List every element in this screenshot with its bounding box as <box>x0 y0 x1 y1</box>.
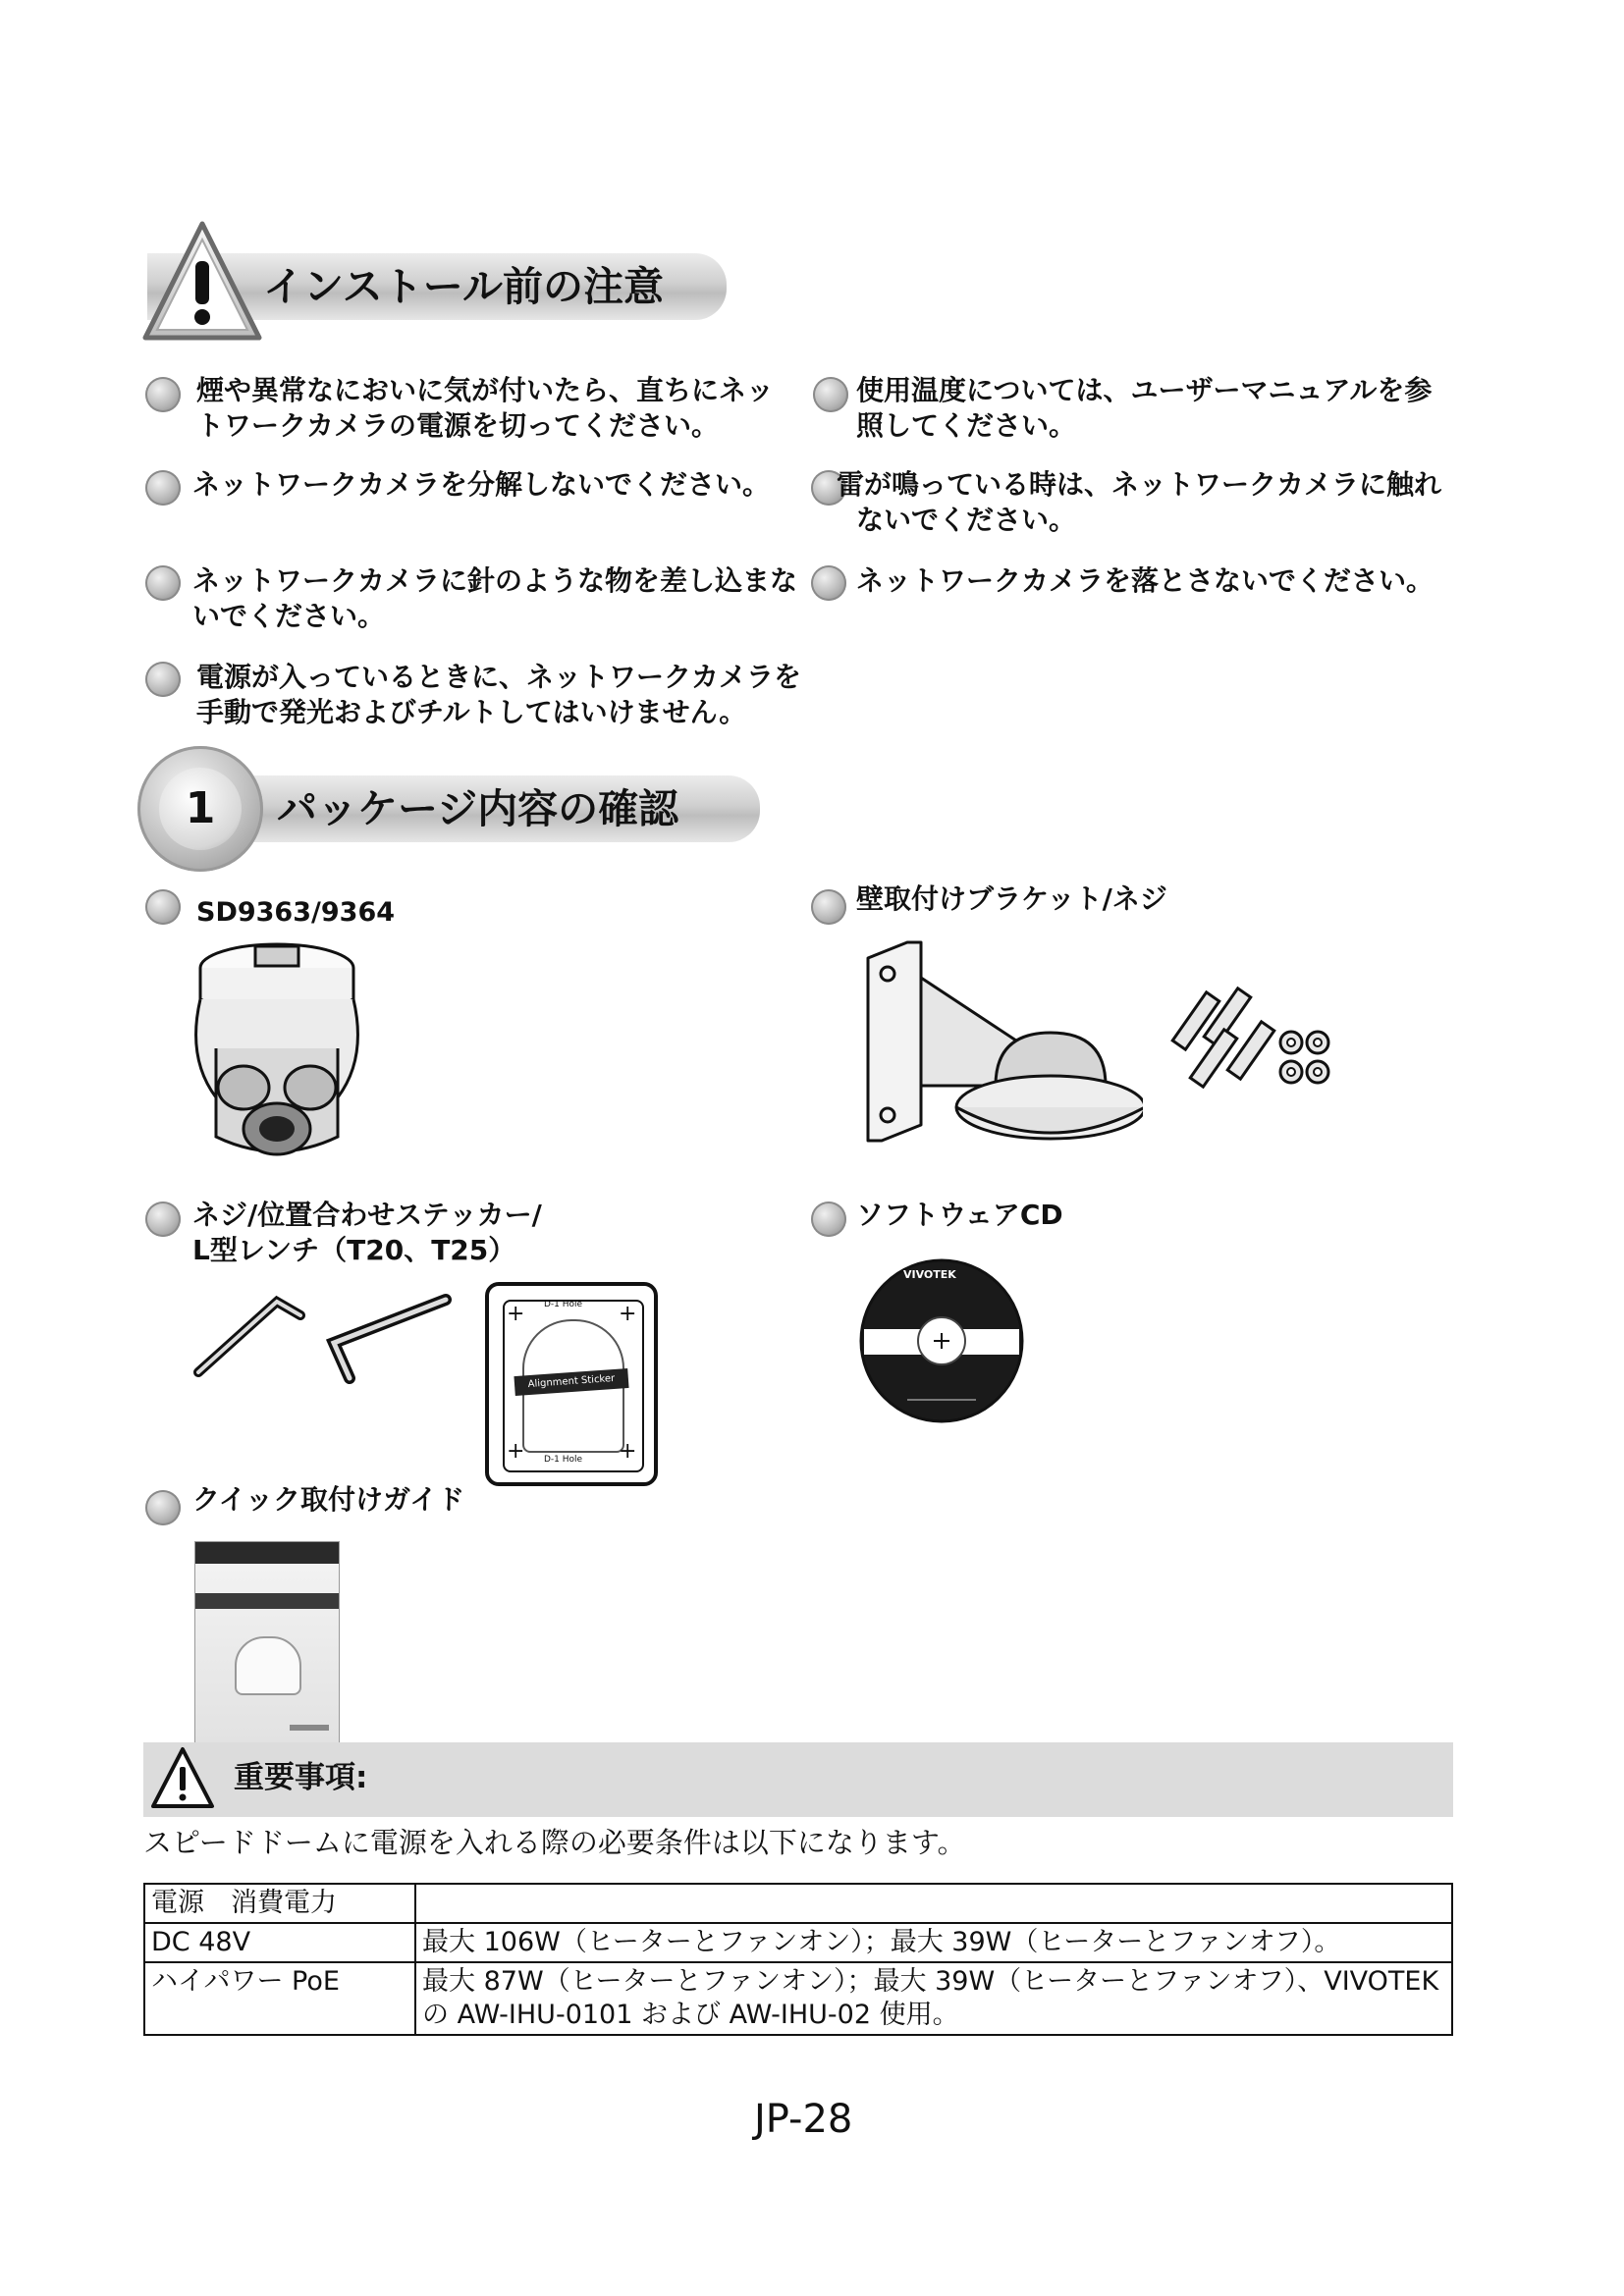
page-number: JP-28 <box>754 2097 853 2142</box>
precaution-item: 使用温度については、ユーザーマニュアルを参 照してください。 <box>856 374 1433 442</box>
power-spec-table <box>143 1883 1453 2036</box>
bullet-icon <box>811 565 846 601</box>
section-number: 1 <box>159 768 242 850</box>
section-title: インストール前の注意 <box>263 263 664 310</box>
camera-illustration <box>187 940 373 1171</box>
bullet-icon <box>145 662 181 697</box>
precaution-item: 雷が鳴っている時は、ネットワークカメラに触れ ないでください。 <box>837 468 1442 536</box>
alignment-sticker-illustration: D-1 Hole Alignment Sticker D-1 Hole + + + + <box>485 1282 658 1486</box>
bullet-icon <box>145 470 181 506</box>
important-title: 重要事項: <box>234 1760 368 1795</box>
table-cell: 最大 106W（ヒーターとファンオン）；最大 39W（ヒーターとファンオフ）。 <box>415 1923 1452 1962</box>
bullet-icon <box>145 1490 181 1525</box>
warning-icon <box>149 1745 216 1812</box>
table-row <box>144 1923 1452 1962</box>
section-header-package-contents <box>177 775 760 842</box>
table-cell: 最大 87W（ヒーターとファンオン）；最大 39W（ヒーターとファンオフ）、VIVOTEK の AW-IHU-0101 および AW-IHU-02 使用。 <box>415 1962 1452 2035</box>
bullet-icon <box>145 1201 181 1237</box>
item-label: クイック取付けガイド <box>192 1483 465 1516</box>
table-header-cell <box>415 1884 1452 1923</box>
wall-bracket-illustration <box>848 938 1143 1162</box>
bullet-icon <box>813 377 848 412</box>
sticker-label-bottom: D-1 Hole <box>544 1455 583 1465</box>
precaution-item: ネットワークカメラに針のような物を差し込まな いでください。 <box>192 564 798 632</box>
quick-guide-illustration <box>194 1541 340 1745</box>
l-wrench-t25-illustration <box>320 1292 458 1390</box>
table-cell: DC 48V <box>144 1923 415 1962</box>
section-number-badge <box>137 746 263 872</box>
precaution-item: 電源が入っているときに、ネットワークカメラを 手動で発光およびチルトしてはいけません。 <box>196 661 802 728</box>
item-label: ソフトウェアCD <box>856 1199 1063 1231</box>
screws-illustration <box>1159 982 1355 1109</box>
bullet-icon <box>811 889 846 925</box>
precaution-item: ネットワークカメラを落とさないでください。 <box>856 564 1435 597</box>
precaution-item: 煙や異常なにおいに気が付いたら、直ちにネッ トワークカメラの電源を切ってください。 <box>196 374 775 442</box>
bullet-icon <box>145 889 181 925</box>
item-label: SD9363/9364 <box>196 897 396 928</box>
table-header-row <box>144 1884 1452 1923</box>
section-title: パッケージ内容の確認 <box>277 785 679 832</box>
bullet-icon <box>811 1201 846 1237</box>
bullet-icon <box>145 377 181 412</box>
table-header-cell: 電源 消費電力 <box>144 1884 415 1923</box>
important-text: スピードドームに電源を入れる際の必要条件は以下になります。 <box>143 1826 966 1859</box>
sticker-label-middle: Alignment Sticker <box>514 1368 628 1396</box>
warning-icon <box>137 218 265 346</box>
precaution-item: ネットワークカメラを分解しないでください。 <box>192 468 771 501</box>
cd-brand-label: VIVOTEK <box>903 1268 956 1281</box>
item-label: ネジ/位置合わせステッカー/ L型レンチ（T20、T25） <box>192 1199 542 1266</box>
item-label: 壁取付けブラケット/ネジ <box>856 882 1167 915</box>
bullet-icon <box>145 565 181 601</box>
table-row <box>144 1962 1452 2035</box>
table-cell: ハイパワー PoE <box>144 1962 415 2035</box>
sticker-label-top: D-1 Hole <box>544 1300 583 1309</box>
l-wrench-t20-illustration <box>192 1290 310 1378</box>
